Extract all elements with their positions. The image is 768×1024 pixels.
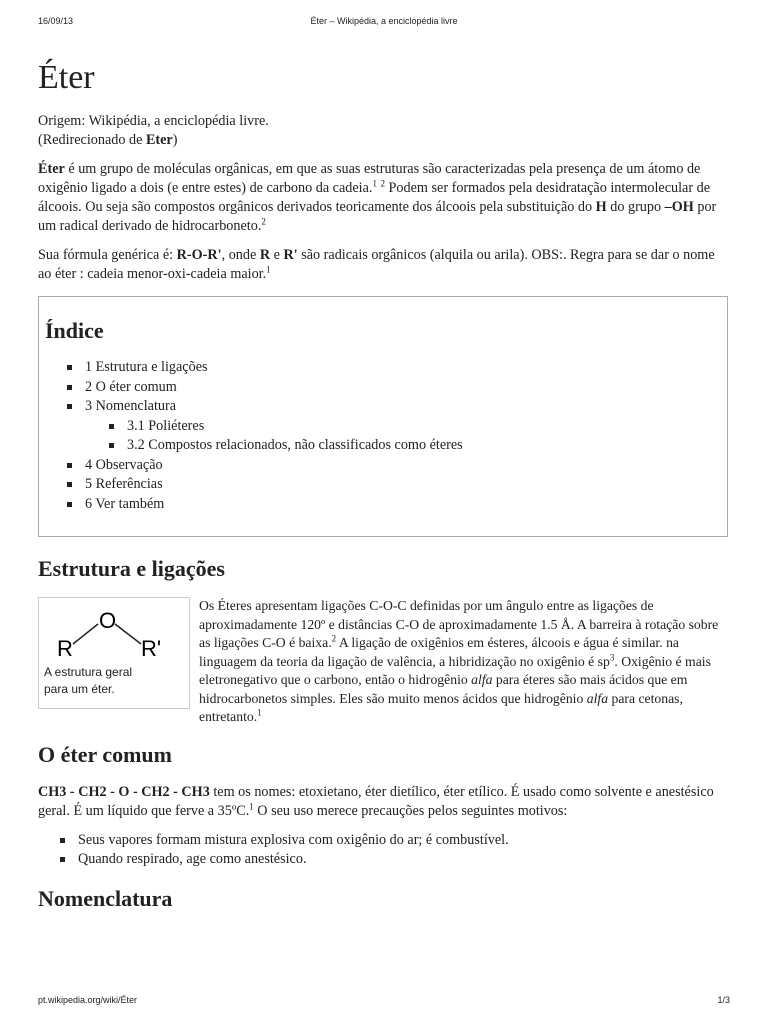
redirect-link[interactable]: Eter xyxy=(145,132,173,148)
ref-link[interactable]: 1 xyxy=(266,264,271,275)
toc-item[interactable]: 3.1 Poliéteres xyxy=(109,417,719,437)
page-title: Éter xyxy=(38,59,95,96)
article-content xyxy=(38,52,728,927)
list-item: Quando respirado, age como anestésico. xyxy=(60,850,728,869)
r-left-label: R xyxy=(57,636,73,661)
ref-link[interactable]: 2 xyxy=(380,178,385,189)
structure-paragraph: Os Éteres apresentam ligações C-O-C definidas por um ângulo entre as ligações de aproximadamente 120º e distâncias C-O de aproximadamente 1.5 Å. A barreira à rotação sobre as ligações C-O é baixa.$^2$ A ligação de oxigênios em ésteres, álcoois e água é similar. na linguagem da teoria da ligação de valência, a hibridização no oxigênio é $sp^3$. Oxigênio é mais eletronegativo que o carbono, então o hidrogênio alfa para éteres são mais ácidos que em hidrocarbonetos simples. Eles são muito menos ácidos que hidrogênio alfa para cetonas, entretanto.$^1$ xyxy=(199,598,719,724)
precautions-list xyxy=(38,831,728,869)
toc-item[interactable]: 5 Referências xyxy=(67,475,719,495)
ref-link[interactable]: 2 xyxy=(331,633,337,644)
ether-structure-diagram xyxy=(43,602,183,662)
print-title: Éter – Wikipédia, a enciclopédia livre xyxy=(310,16,458,26)
ref-link[interactable]: 1 xyxy=(249,800,254,811)
redirect-line: (Redirecionado de Eter) xyxy=(38,132,178,148)
page-number: 1/3 xyxy=(717,995,730,1005)
print-date: 16/09/13 xyxy=(38,16,74,26)
ether-structure-figure[interactable] xyxy=(38,597,190,709)
toc-item[interactable]: 3.2 Compostos relacionados, não classificados como éteres xyxy=(109,436,719,456)
common-ether-paragraph: CH3 - CH2 - O - CH2 - CH3 tem os nomes: etoxietano, éter dietílico, éter etílico. É usado como solvente e anestésico geral. É um líquido que ferve a 35ºC.$^1$ O seu uso merece precauções pelos seguintes motivos: xyxy=(38,783,714,819)
toc-item[interactable]: 4 Observação xyxy=(67,456,719,476)
origin-line: Origem: Wikipédia, a enciclopédia livre. xyxy=(38,113,269,129)
section-heading-common-ether: O éter comum xyxy=(38,741,172,767)
section-heading-structure: Estrutura e ligações xyxy=(38,556,225,581)
toc-item[interactable]: 6 Ver também xyxy=(67,495,719,515)
toc-item[interactable]: 2 O éter comum xyxy=(67,378,719,398)
page-url: pt.wikipedia.org/wiki/Éter xyxy=(38,995,138,1005)
ref-link[interactable]: 1 xyxy=(257,707,262,718)
formula-paragraph: Sua fórmula genérica é: R-O-R', onde R e R' são radicais orgânicos (alquila ou arila). OBS:. Regra para se dar o nome ao éter : cadeia menor-oxi-cadeia maior.$^1$ xyxy=(38,247,715,282)
r-right-label: R' xyxy=(141,636,162,661)
toc-title: Índice xyxy=(45,318,104,343)
structure-section xyxy=(38,597,728,727)
intro-paragraph: Éter é um grupo de moléculas orgânicas, em que as suas estruturas são caracterizadas pela presença de um átomo de oxigênio ligado a dois (e entre estes) de carbono da cadeia.$^1$ $^2$ Podem ser formados pela desidratação intermolecular de álcoois. Ou seja são compostos orgânicos derivados teoricamente dos álcoois pela substituição do H do grupo –OH por um radical derivado de hidrocarboneto.$^2$ xyxy=(38,161,717,234)
ref-link[interactable]: 1 xyxy=(372,178,377,189)
section-heading-nomenclature: Nomenclatura xyxy=(38,885,173,911)
toc-item[interactable]: 1 Estrutura e ligações xyxy=(67,358,719,378)
table-of-contents xyxy=(38,296,728,537)
figure-caption: A estrutura geral para um éter. xyxy=(44,665,133,696)
oxygen-label: O xyxy=(99,608,117,633)
ref-link[interactable]: 2 xyxy=(261,216,266,227)
list-item: Seus vapores formam mistura explosiva com oxigênio do ar; é combustível. xyxy=(60,831,728,850)
toc-item[interactable]: 3 Nomenclatura 3.1 Poliéteres 3.2 Compostos relacionados, não classificados como éteres xyxy=(67,397,719,456)
